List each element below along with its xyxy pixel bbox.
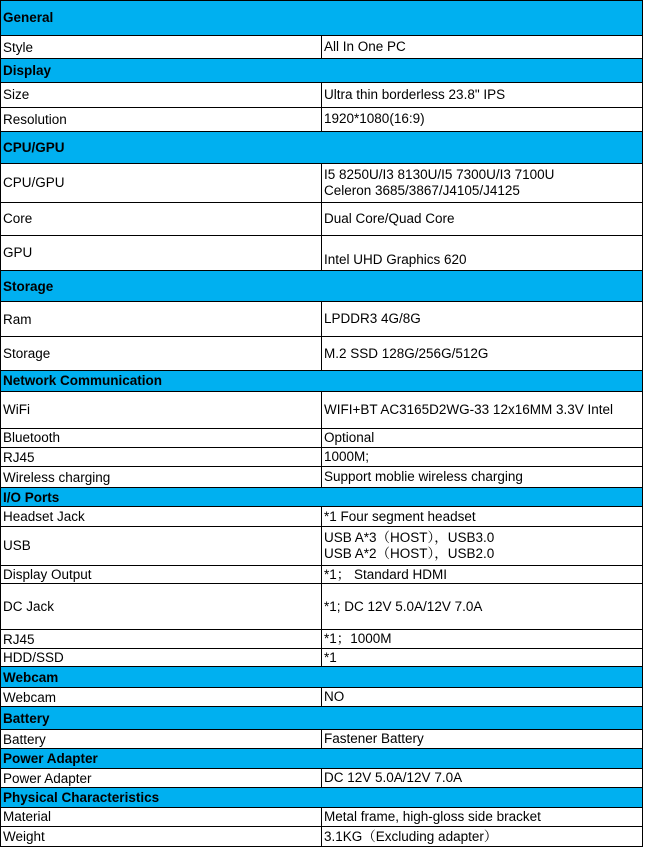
spec-row — [1, 391, 643, 428]
spec-value — [322, 164, 643, 203]
spec-value — [322, 107, 643, 132]
section-title: Storage — [1, 270, 643, 302]
spec-label: Display Output — [1, 565, 322, 583]
spec-value — [322, 565, 643, 583]
spec-value — [322, 428, 643, 447]
spec-label: CPU/GPU — [1, 164, 322, 203]
spec-label: Core — [1, 202, 322, 235]
section-header — [1, 788, 643, 807]
spec-value — [322, 584, 643, 630]
spec-row — [1, 729, 643, 748]
spec-value — [322, 687, 643, 706]
section-header — [1, 1, 643, 36]
spec-value-line: 1000M; — [324, 449, 370, 465]
section-header — [1, 667, 643, 688]
spec-row — [1, 648, 643, 666]
spec-row — [1, 807, 643, 826]
spec-row — [1, 507, 643, 526]
spec-label: Weight — [1, 827, 322, 847]
spec-value — [322, 648, 643, 666]
spec-label: Wireless charging — [1, 467, 322, 488]
spec-label: HDD/SSD — [1, 648, 322, 666]
spec-row — [1, 107, 643, 132]
spec-value — [322, 83, 643, 108]
spec-value — [322, 302, 643, 337]
spec-row — [1, 202, 643, 235]
spec-label: Resolution — [1, 107, 322, 132]
spec-label: WiFi — [1, 391, 322, 428]
spec-value-line: LPDDR3 4G/8G — [324, 311, 421, 327]
spec-row — [1, 235, 643, 270]
section-title: Power Adapter — [1, 749, 643, 768]
spec-table-body — [1, 1, 643, 847]
spec-label: RJ45 — [1, 630, 322, 648]
section-title: CPU/GPU — [1, 132, 643, 164]
spec-row — [1, 428, 643, 447]
spec-value-line: Optional — [324, 429, 375, 445]
spec-value — [322, 202, 643, 235]
spec-value — [322, 447, 643, 466]
section-header — [1, 371, 643, 392]
spec-label: Style — [1, 35, 322, 59]
section-title: Network Communication — [1, 371, 643, 392]
spec-label: Webcam — [1, 687, 322, 706]
spec-row — [1, 337, 643, 371]
spec-row — [1, 565, 643, 583]
section-header — [1, 132, 643, 164]
spec-value — [322, 467, 643, 488]
spec-value-line: WIFI+BT AC3165D2WG-33 12x16MM 3.3V Intel — [324, 401, 613, 417]
spec-label: RJ45 — [1, 447, 322, 466]
spec-row — [1, 584, 643, 630]
spec-row — [1, 35, 643, 59]
spec-value-line: *1 — [324, 649, 337, 665]
section-header — [1, 59, 643, 83]
spec-label: Material — [1, 807, 322, 826]
spec-row — [1, 83, 643, 108]
spec-value-line: All In One PC — [324, 39, 406, 55]
section-title: Battery — [1, 707, 643, 730]
spec-row — [1, 768, 643, 787]
spec-value-line: M.2 SSD 128G/256G/512G — [324, 345, 489, 361]
spec-label: Storage — [1, 337, 322, 371]
section-title: Display — [1, 59, 643, 83]
spec-label: Power Adapter — [1, 768, 322, 787]
spec-value-line: NO — [324, 689, 345, 705]
spec-value-line: 3.1KG（Excluding adapter） — [324, 828, 498, 844]
spec-value-line: 1920*1080(16:9) — [324, 111, 425, 127]
spec-value — [322, 768, 643, 787]
spec-value — [322, 235, 643, 270]
spec-value — [322, 807, 643, 826]
spec-value-line: Metal frame, high-gloss side bracket — [324, 808, 541, 824]
section-title: Physical Characteristics — [1, 788, 643, 807]
section-header — [1, 487, 643, 506]
spec-label: Size — [1, 83, 322, 108]
spec-value — [322, 337, 643, 371]
spec-value-line: USB A*3（HOST），USB3.0 — [324, 529, 495, 545]
spec-label: Headset Jack — [1, 507, 322, 526]
spec-value-line: Dual Core/Quad Core — [324, 210, 455, 226]
spec-row — [1, 526, 643, 565]
section-header — [1, 749, 643, 768]
spec-value — [322, 630, 643, 648]
spec-row — [1, 467, 643, 488]
section-title: General — [1, 1, 643, 36]
spec-row — [1, 447, 643, 466]
spec-value-line: *1; DC 12V 5.0A/12V 7.0A — [324, 598, 483, 614]
section-header — [1, 707, 643, 730]
spec-row — [1, 630, 643, 648]
spec-value-line: I5 8250U/I3 8130U/I5 7300U/I3 7100U — [324, 166, 555, 182]
spec-value-line: USB A*2（HOST），USB2.0 — [324, 545, 495, 561]
spec-value — [322, 729, 643, 748]
spec-value-line: *1；1000M — [324, 631, 392, 647]
spec-row — [1, 827, 643, 847]
spec-label: Ram — [1, 302, 322, 337]
section-title: I/O Ports — [1, 487, 643, 506]
spec-row — [1, 164, 643, 203]
section-title: Webcam — [1, 667, 643, 688]
spec-value-line: Fastener Battery — [324, 731, 424, 747]
spec-value-line: DC 12V 5.0A/12V 7.0A — [324, 770, 463, 786]
spec-value-line: *1； Standard HDMI — [324, 566, 448, 582]
spec-value-line: Support moblie wireless charging — [324, 469, 523, 485]
spec-value — [322, 827, 643, 847]
spec-value-line: Celeron 3685/3867/J4105/J4125 — [324, 182, 520, 198]
spec-label: GPU — [1, 235, 322, 270]
spec-label: DC Jack — [1, 584, 322, 630]
spec-value — [322, 526, 643, 565]
spec-label: Bluetooth — [1, 428, 322, 447]
spec-row — [1, 687, 643, 706]
spec-value-line: Ultra thin borderless 23.8" IPS — [324, 86, 506, 102]
spec-value — [322, 35, 643, 59]
spec-label: Battery — [1, 729, 322, 748]
spec-value — [322, 507, 643, 526]
spec-value — [322, 391, 643, 428]
spec-label: USB — [1, 526, 322, 565]
spec-value-line: Intel UHD Graphics 620 — [324, 251, 467, 267]
spec-row — [1, 302, 643, 337]
spec-value-line: *1 Four segment headset — [324, 508, 476, 524]
section-header — [1, 270, 643, 302]
